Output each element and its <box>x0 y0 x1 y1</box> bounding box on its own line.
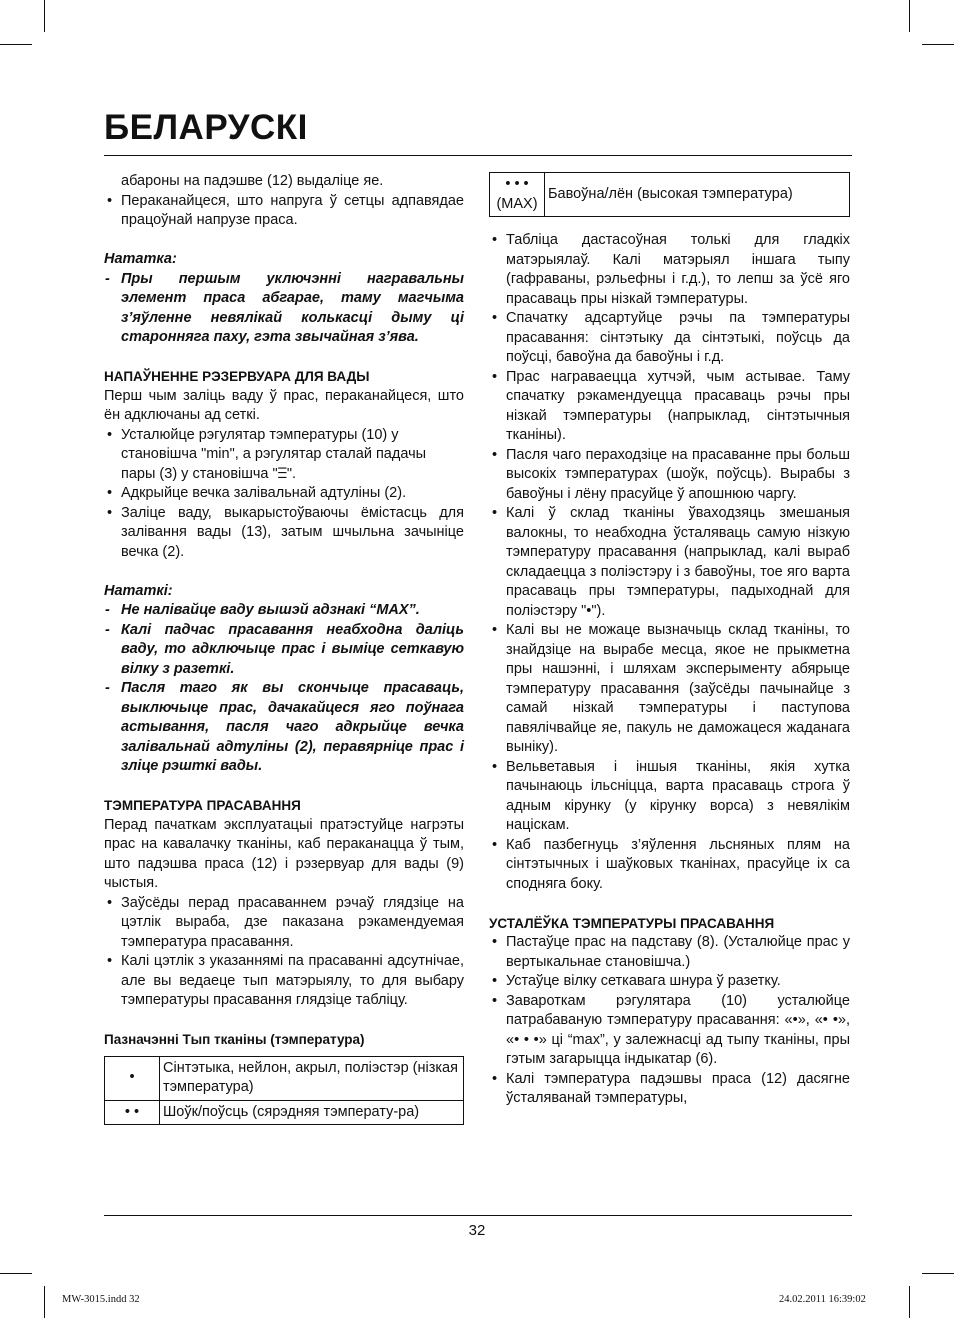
temperature-symbol <box>490 173 545 217</box>
table-row <box>105 1056 464 1100</box>
paragraph: Перад пачаткам эксплуатацыі пратэстуйце нагрэты прас на кавалачку тканіны, каб пераканацца ў тым, што падэшва праса (12) і рэзервуар для вады (9) чыстыя. <box>104 816 464 891</box>
list-item: • Завароткам рэгулятара (10) усталюйце патрабаваную тэмпературу прасавання: «•», «• •», «• • •» ці “max”, у залежнасці ад тыпу тканіны, пры гэтым загарыцца індыкатар (6). <box>489 992 850 1070</box>
fabric-table-part1 <box>104 1056 464 1126</box>
list-item: • Пасля чаго пераходзіце на прасаванне пры больш высокіх тэмпературах (шоўк, поўсць). Вырабы з бавоўны і лёну прасуйце ў апошнюю чаргу. <box>489 446 850 505</box>
file-info: MW-3015.indd 32 <box>62 1294 140 1305</box>
list-item-text: Усталюйце рэгулятар тэмпературы (10) у становішча "min", а рэгулятар сталай падачы пары (3) у становішча " <box>121 426 427 482</box>
table-row <box>105 1100 464 1125</box>
list-item: • Пераканайцеся, што напруга ў сетцы адпавядае працоўнай напрузе праса. <box>104 192 464 231</box>
section-heading-temperature-setting: УСТАЛЁЎКА ТЭМПЕРАТУРЫ ПРАСАВАННЯ <box>489 915 775 931</box>
list-item: • Калі тэмпература падэшвы праса (12) дасягне ўсталяванай тэмпературы, <box>489 1070 850 1109</box>
list-item: • Вельветавыя і іншыя тканіны, якія хутка пачынаюць ільсніцца, варта прасаваць строга ў адным кірунку (у кірунку ворса) з невялікім націскам. <box>489 758 850 836</box>
print-timestamp: 24.02.2011 16:39:02 <box>779 1294 866 1305</box>
note-item: - Пасля таго як вы скончыце прасаваць, выключыце прас, дачакайцеся яго поўнага астывання, пасля чаго адкрыйце вечка залівальнай адтуліны (2), перавярніце прас і зліце рэшткі вады. <box>104 679 464 777</box>
list-item: • Спачатку адсартуйце рэчы па тэмпературы прасавання: сінтэтыку да сінтэтыкі, поўсць да поўсці, бавоўна да бавоўны і г.д. <box>489 309 850 368</box>
fabric-label: Шоўк/поўсць (сярэдняя тэмперату-ра) <box>160 1100 464 1125</box>
note-item: - Не налівайце ваду вышэй адзнакі “MAX”. <box>104 601 464 621</box>
list-item: • Адкрыйце вечка залівальнай адтуліны (2). <box>104 484 464 504</box>
list-item: • Каб пазбегнуць з’яўлення льсняных плям на сінтэтычных і шаўковых тканінах, прасуйце іх са сподняга боку. <box>489 836 850 895</box>
steam-symbol-icon: Ⲷ <box>277 465 287 482</box>
list-item <box>104 426 464 485</box>
crop-mark <box>0 44 32 45</box>
section-heading-water-tank: НАПАЎНЕННЕ РЭЗЕРВУАРА ДЛЯ ВАДЫ <box>104 369 370 384</box>
section-heading-temperature: ТЭМПЕРАТУРА ПРАСАВАННЯ <box>104 798 301 813</box>
left-column <box>104 172 464 1125</box>
table-row <box>490 173 850 217</box>
table-heading: Пазначэнні Тып тканіны (тэмпература) <box>104 1032 365 1047</box>
list-item: • Калі ў склад тканіны ўваходзяць змешаныя валокны, то неабходна ўсталяваць самую нізкую тэмпературу прасавання (напрыклад, калі выраб складаецца з поліэстэру і з бавоўны, тое яго варта прасаваць пры тэмпературы, падыходнай для поліэстэру "•"). <box>489 504 850 621</box>
list-item: • Устаўце вілку сеткавага шнура ў разетку. <box>489 972 850 992</box>
note-item: - Пры першым уключэнні награвальны элемент праса абгарае, таму магчыма з’яўленне невялікай колькасці дыму ці староннягa паху, гэта звычайная з’ява. <box>104 270 464 348</box>
fabric-label: Бавоўна/лён (высокая тэмпература) <box>545 173 850 217</box>
crop-mark <box>44 1286 45 1318</box>
list-item: • Калі вы не можаце вызначыць склад тканіны, то знайдзіце на вырабе месца, якое не прыкметна пры нашэнні, і шляхам эксперыменту абярыце тэмпературу прасавання (заўсёды пачынайце з самай нізкай тэмпературы і паступова павялічвайце яе, пакуль не даможацеся жаданага выніку). <box>489 621 850 758</box>
notes-label: Нататкі: <box>104 582 173 599</box>
crop-mark <box>922 44 954 45</box>
right-column <box>489 172 850 1109</box>
crop-mark <box>922 1273 954 1274</box>
list-item: • Прас награваецца хутчэй, чым астывае. Таму спачатку рэкамендуецца прасаваць рэчы пры нізкай тэмпературы (напрыклад, сінтэтычныя тканіны). <box>489 368 850 446</box>
crop-mark <box>44 0 45 32</box>
footer-rule <box>104 1215 852 1216</box>
fabric-label: Сінтэтыка, нейлон, акрыл, поліэстэр (нізкая тэмпература) <box>160 1056 464 1100</box>
list-item: • Калі цэтлік з указаннямі па прасаванні адсутнічае, але вы ведаеце тып матэрыялу, то для выбару тэмпературы прасавання глядзіце табліцу. <box>104 952 464 1011</box>
list-item: • Пастаўце прас на падставу (8). (Усталюйце прас у вертыкальнае становішча.) <box>489 933 850 972</box>
temperature-symbol: • • <box>105 1100 160 1125</box>
header-rule <box>104 155 852 156</box>
list-item-text: ". <box>286 465 297 482</box>
page-number: 32 <box>468 1222 486 1239</box>
list-item: • Заўсёды перад прасаваннем рэчаў глядзіце на цэтлік выраба, дзе паказана рэкамендуемая тэмпература прасавання. <box>104 894 464 953</box>
temperature-symbol: • <box>105 1056 160 1100</box>
page-title: БЕЛАРУСКІ <box>104 108 308 147</box>
fabric-table-part2 <box>489 172 850 217</box>
crop-mark <box>909 1286 910 1318</box>
intro-continuation: абароны на падэшве (12) выдаліце яе. <box>121 173 384 189</box>
temperature-dots: • • • <box>505 176 529 192</box>
temperature-max: (MAX) <box>496 195 538 212</box>
list-item: • Заліце ваду, выкарыстоўваючы ёмістасць для залівання вады (13), затым шчыльна зачыніце вечка (2). <box>104 504 464 563</box>
crop-mark <box>909 0 910 32</box>
paragraph: Перш чым заліць ваду ў прас, пераканайцеся, што ён адключаны ад сеткі. <box>104 387 464 423</box>
note-item: - Калі падчас прасавання неабходна даліць ваду, то адключыце прас і выміце сеткавую вілку з разеткі. <box>104 621 464 680</box>
crop-mark <box>0 1273 32 1274</box>
list-item: • Табліца дастасоўная толькі для гладкіх матэрыялаў. Калі матэрыял іншага тыпу (гафраваны, рэльефны і г.д.), то лепш за ўсё яго прасаваць пры нізкай тэмпературы. <box>489 231 850 309</box>
note-label: Нататка: <box>104 251 177 267</box>
